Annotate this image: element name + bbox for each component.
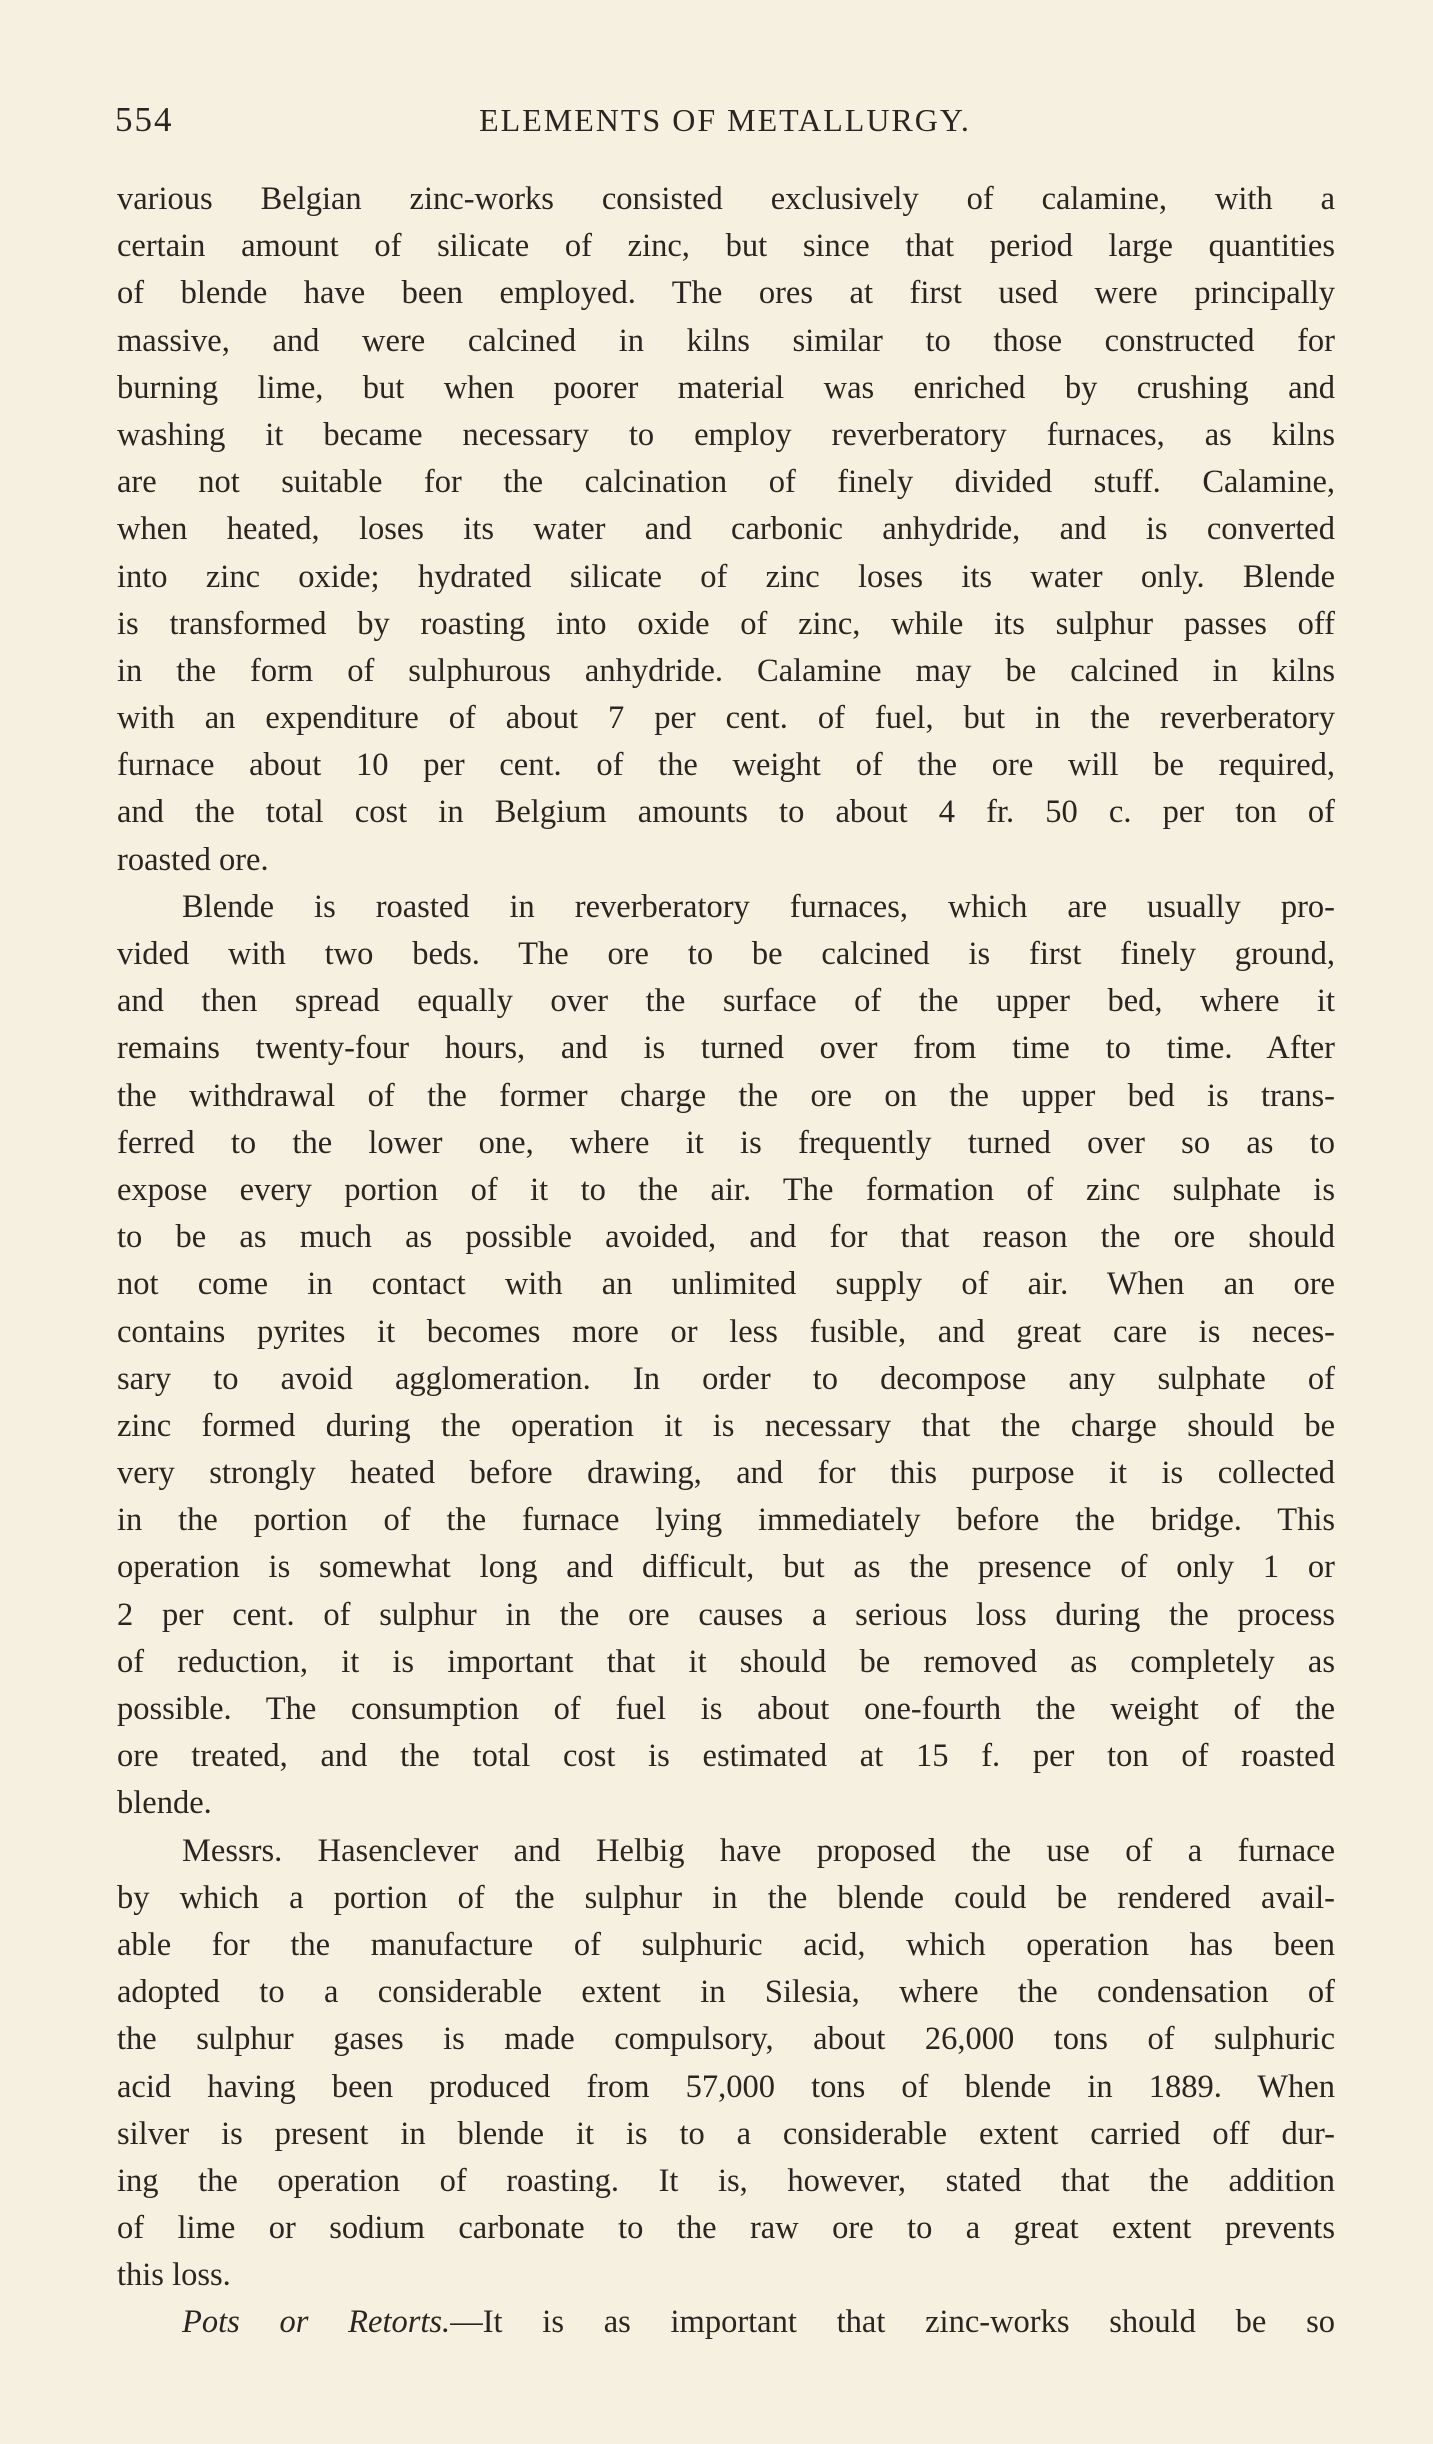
text-line: vided with two beds. The ore to be calcined is first finely ground, bbox=[117, 936, 1335, 972]
text-line: of reduction, it is important that it should be removed as completely as bbox=[117, 1643, 1335, 1680]
text-line: in the portion of the furnace lying immediately before the bridge. This bbox=[117, 1502, 1335, 1539]
text-line: and the total cost in Belgium amounts to about 4 fr. 50 c. per ton of bbox=[117, 794, 1335, 831]
text-line: expose every portion of it to the air. The formation of zinc sulphate is bbox=[117, 1171, 1335, 1208]
text-line: operation is somewhat long and difficult, but as the presence of only 1 or bbox=[117, 1549, 1335, 1586]
text-line: washing it became necessary to employ reverberatory furnaces, as kilns bbox=[117, 416, 1335, 453]
text-line: 2 per cent. of sulphur in the ore causes a serious loss during the process bbox=[117, 1596, 1335, 1633]
text-line: to be as much as possible avoided, and for that reason the ore should bbox=[117, 1219, 1335, 1256]
text-line: adopted to a considerable extent in Silesia, where the condensation of bbox=[117, 1974, 1335, 2011]
text-line: into zinc oxide; hydrated silicate of zinc loses its water only. Blende bbox=[117, 558, 1335, 595]
text-line: and then spread equally over the surface of the upper bed, where it bbox=[117, 983, 1335, 1020]
text-line: silver is present in blende it is to a considerable extent carried off dur- bbox=[117, 2115, 1335, 2152]
text-line: are not suitable for the calcination of finely divided stuff. Calamine, bbox=[117, 464, 1335, 501]
text-line: various Belgian zinc-works consisted exclusively of calamine, with a bbox=[117, 181, 1335, 217]
text-line: massive, and were calcined in kilns similar to those constructed for bbox=[117, 322, 1335, 359]
text-line: certain amount of silicate of zinc, but since that period large quantities bbox=[117, 228, 1335, 265]
text-line: in the form of sulphurous anhydride. Calamine may be calcined in kilns bbox=[117, 652, 1335, 689]
text-line: by which a portion of the sulphur in the blende could be rendered avail- bbox=[117, 1879, 1335, 1916]
text-line: contains pyrites it becomes more or less fusible, and great care is neces- bbox=[117, 1313, 1335, 1350]
paragraph-start-line: Blende is roasted in reverberatory furnaces, which are usually pro- bbox=[182, 888, 1335, 925]
text-line: when heated, loses its water and carbonic anhydride, and is converted bbox=[117, 511, 1335, 548]
body-text bbox=[117, 176, 1335, 2347]
paragraph-start-line bbox=[117, 2299, 1335, 2346]
text-line: the sulphur gases is made compulsory, about 26,000 tons of sulphuric bbox=[117, 2021, 1335, 2058]
section-heading: Pots or Retorts. bbox=[182, 2304, 451, 2341]
text-line: remains twenty-four hours, and is turned over from time to time. After bbox=[117, 1030, 1335, 1067]
text-line: ing the operation of roasting. It is, however, stated that the addition bbox=[117, 2162, 1335, 2199]
text-line: the withdrawal of the former charge the ore on the upper bed is trans- bbox=[117, 1077, 1335, 1114]
text-line: ore treated, and the total cost is estimated at 15 f. per ton of roasted bbox=[117, 1738, 1335, 1775]
text-line: possible. The consumption of fuel is about one-fourth the weight of the bbox=[117, 1691, 1335, 1727]
text-line: burning lime, but when poorer material was enriched by crushing and bbox=[117, 369, 1335, 406]
page-header bbox=[115, 100, 1335, 160]
text-line: acid having been produced from 57,000 tons of blende in 1889. When bbox=[117, 2068, 1335, 2105]
text-line: ferred to the lower one, where it is frequently turned over so as to bbox=[117, 1124, 1335, 1161]
paragraph-start-line: Messrs. Hasenclever and Helbig have proposed the use of a furnace bbox=[182, 1832, 1335, 1869]
text-line: sary to avoid agglomeration. In order to decompose any sulphate of bbox=[117, 1360, 1335, 1397]
text-line: of lime or sodium carbonate to the raw ore to a great extent prevents bbox=[117, 2210, 1335, 2247]
text-run: —It is as important that zinc-works should be so bbox=[450, 2304, 1335, 2341]
text-line: furnace about 10 per cent. of the weight of the ore will be required, bbox=[117, 747, 1335, 784]
text-line: very strongly heated before drawing, and for this purpose it is collected bbox=[117, 1455, 1335, 1492]
text-line: with an expenditure of about 7 per cent. of fuel, but in the reverberatory bbox=[117, 700, 1335, 737]
text-line: roasted ore. bbox=[117, 841, 269, 878]
running-title: ELEMENTS OF METALLURGY. bbox=[479, 102, 971, 138]
text-line: is transformed by roasting into oxide of zinc, while its sulphur passes off bbox=[117, 605, 1335, 642]
text-line: able for the manufacture of sulphuric acid, which operation has been bbox=[117, 1926, 1335, 1963]
text-line: not come in contact with an unlimited supply of air. When an ore bbox=[117, 1266, 1335, 1303]
page-number: 554 bbox=[115, 100, 174, 139]
text-line: of blende have been employed. The ores at first used were principally bbox=[117, 275, 1335, 312]
text-line: zinc formed during the operation it is necessary that the charge should be bbox=[117, 1407, 1335, 1444]
text-line: this loss. bbox=[117, 2257, 231, 2294]
text-line: blende. bbox=[117, 1785, 212, 1822]
